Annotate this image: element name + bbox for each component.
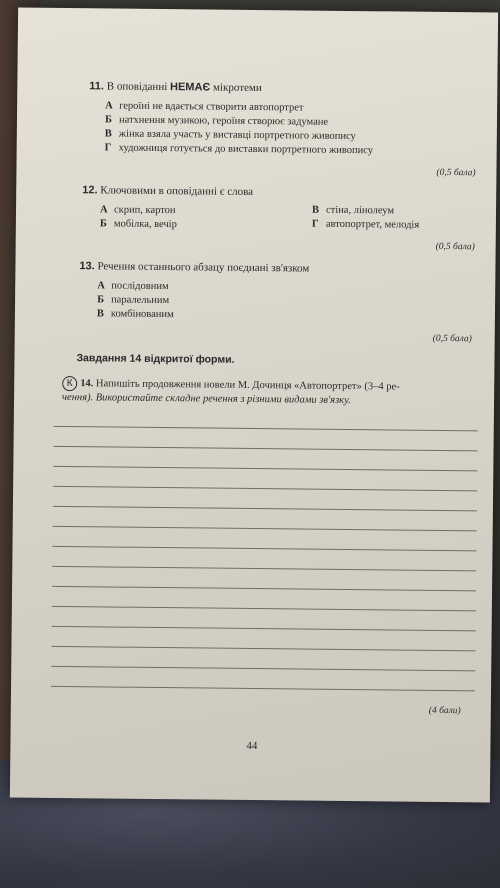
q12-number: 12. bbox=[82, 184, 98, 197]
q14-prompt bbox=[62, 376, 486, 408]
option-text: скрип, картон bbox=[113, 204, 176, 217]
option-letter: Г bbox=[104, 142, 112, 154]
q11-option-a[interactable] bbox=[105, 100, 303, 113]
answer-line[interactable] bbox=[51, 686, 475, 691]
option-text: натхнення музикою, героїня створює задумане bbox=[118, 114, 329, 128]
option-letter: В bbox=[311, 204, 320, 216]
option-text: мобілка, вечір bbox=[113, 218, 177, 231]
answer-line[interactable] bbox=[54, 426, 478, 431]
option-letter: В bbox=[104, 128, 112, 140]
q11-number: 11. bbox=[89, 80, 105, 93]
answer-line[interactable] bbox=[51, 666, 475, 671]
answer-line[interactable] bbox=[53, 526, 477, 531]
option-letter: А bbox=[105, 100, 113, 112]
q14-score: (4 бали) bbox=[428, 705, 461, 717]
q13-option-a[interactable] bbox=[97, 280, 169, 292]
q12-score: (0,5 бала) bbox=[435, 241, 475, 253]
q13-title bbox=[79, 260, 309, 274]
answer-line[interactable] bbox=[53, 466, 477, 471]
option-letter: В bbox=[96, 308, 105, 320]
answer-line[interactable] bbox=[54, 446, 478, 451]
q12-option-b[interactable] bbox=[100, 218, 177, 230]
option-letter: А bbox=[99, 204, 108, 216]
option-letter: Г bbox=[311, 218, 319, 230]
q11-option-c[interactable] bbox=[105, 128, 356, 142]
answer-line[interactable] bbox=[53, 546, 477, 551]
answer-lines[interactable] bbox=[18, 8, 498, 13]
q13-score: (0,5 бала) bbox=[432, 333, 472, 345]
q14-text-line1: Напишіть продовження новели М. Дочинця «Автопортрет» (3–4 ре- bbox=[95, 378, 400, 393]
q11-option-b[interactable] bbox=[105, 114, 328, 127]
q12-option-c[interactable] bbox=[312, 205, 394, 217]
q11-title bbox=[89, 80, 262, 94]
q11-score: (0,5 бала) bbox=[436, 167, 476, 179]
answer-line[interactable] bbox=[52, 586, 476, 591]
q12-title bbox=[82, 184, 253, 198]
q12-option-d[interactable] bbox=[312, 219, 419, 231]
answer-line[interactable] bbox=[52, 606, 476, 611]
section-heading: Завдання 14 відкритої форми. bbox=[76, 352, 235, 366]
q13-option-b[interactable] bbox=[97, 294, 169, 306]
option-letter: Б bbox=[99, 218, 107, 230]
q11-title-post: мікротеми bbox=[212, 81, 262, 95]
option-text: послідовним bbox=[111, 280, 169, 293]
answer-line[interactable] bbox=[52, 626, 476, 631]
option-letter: Б bbox=[97, 294, 105, 306]
answer-line[interactable] bbox=[53, 506, 477, 511]
option-text: художниця готується до виставки портретного живопису bbox=[118, 142, 374, 157]
q11-option-d[interactable] bbox=[105, 142, 373, 156]
worksheet-page bbox=[10, 8, 498, 803]
option-text: паралельним bbox=[111, 294, 170, 307]
page-number: 44 bbox=[246, 739, 258, 753]
option-letter: А bbox=[97, 280, 105, 292]
k-circle-mark: К bbox=[62, 376, 77, 391]
q12-title-text: Ключовими в оповіданні є слова bbox=[100, 184, 254, 198]
q12-option-a[interactable] bbox=[100, 204, 176, 216]
q13-number: 13. bbox=[79, 260, 95, 273]
q14-number: 14. bbox=[80, 378, 94, 390]
option-letter: Б bbox=[104, 114, 112, 126]
option-text: комбінованим bbox=[110, 308, 174, 321]
option-text: жінка взяла участь у виставці портретного живопису bbox=[118, 128, 356, 143]
q13-title-text: Речення останнього абзацу поєднані зв'язком bbox=[97, 260, 310, 275]
q11-title-pre: В оповіданні bbox=[106, 80, 168, 94]
q14-text-line2: чення). Використайте складне речення з різними видами зв'язку. bbox=[62, 391, 351, 407]
answer-line[interactable] bbox=[53, 486, 477, 491]
answer-line[interactable] bbox=[51, 646, 475, 651]
option-text: героїні не вдається створити автопортрет bbox=[119, 100, 304, 114]
q13-option-c[interactable] bbox=[97, 308, 174, 320]
option-text: автопортрет, мелодія bbox=[325, 218, 420, 231]
option-text: стіна, лінолеум bbox=[325, 204, 395, 217]
answer-line[interactable] bbox=[52, 566, 476, 571]
q11-title-bold: НЕМАЄ bbox=[169, 81, 211, 94]
